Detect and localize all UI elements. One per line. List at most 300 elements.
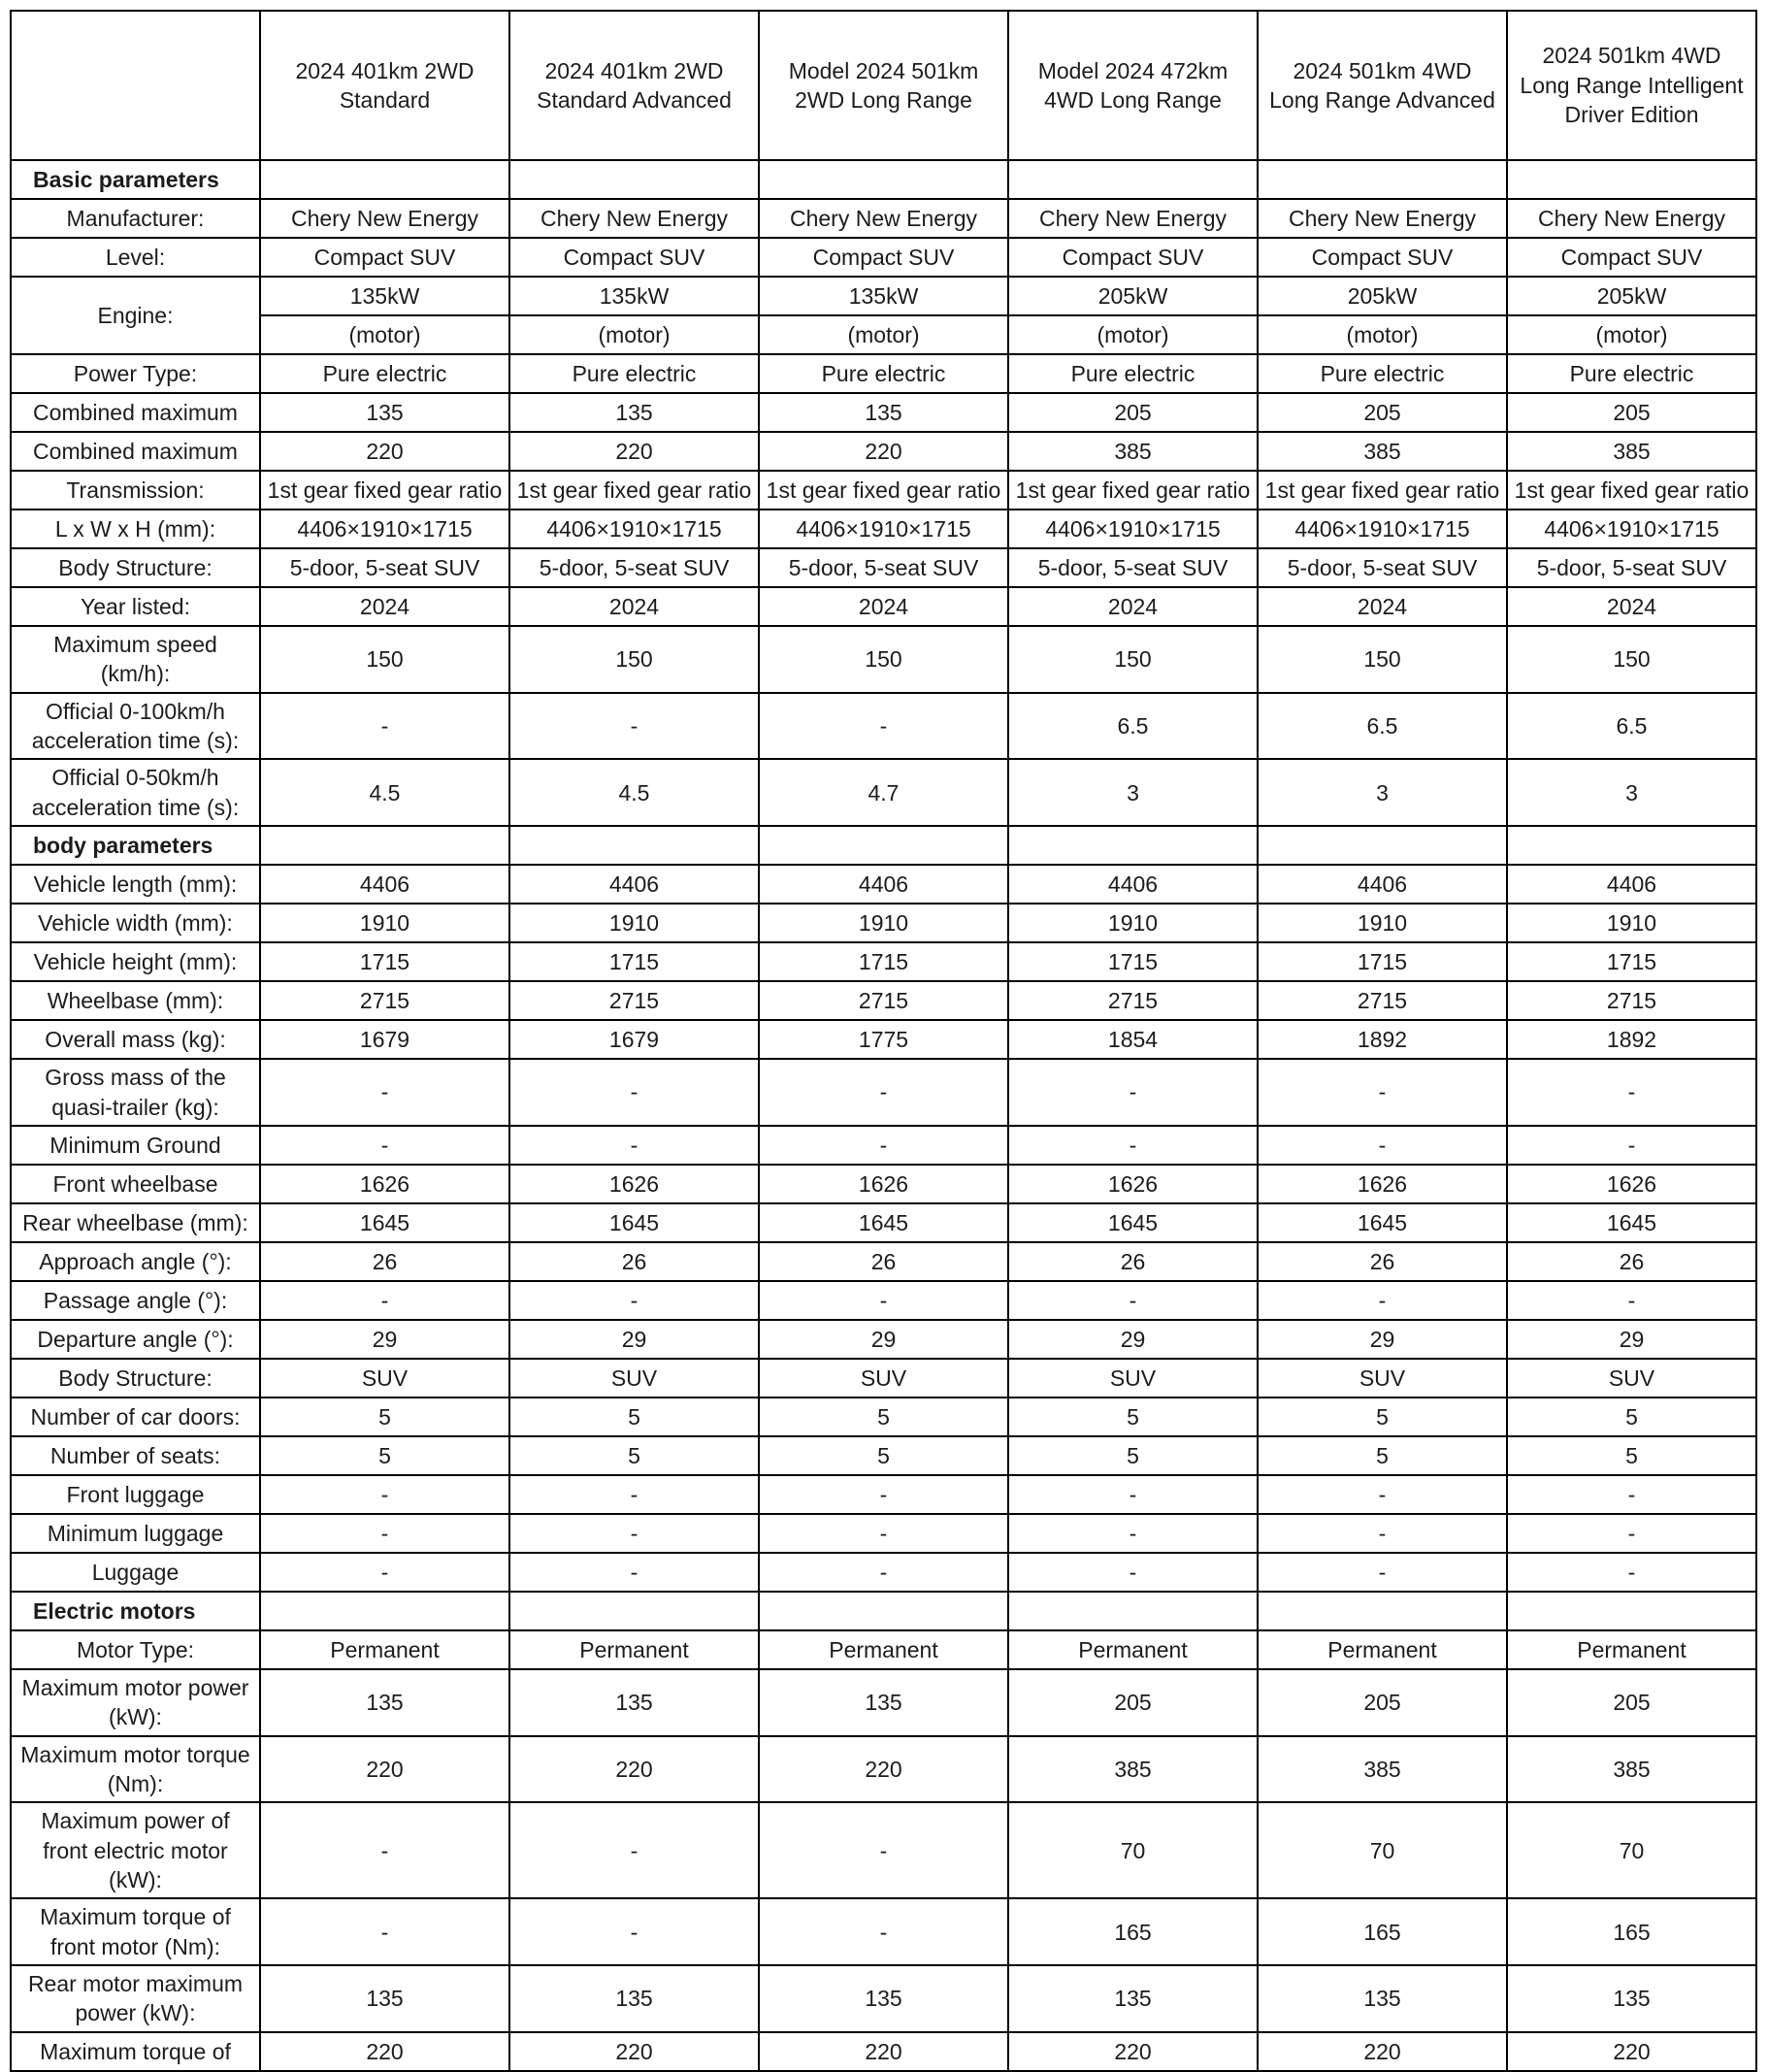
spec-cell: 1715	[1258, 942, 1507, 981]
section-label: Basic parameters	[11, 160, 260, 199]
spec-cell: 26	[260, 1242, 509, 1281]
spec-cell: 205kW	[1258, 277, 1507, 315]
table-row	[11, 1203, 1756, 1242]
spec-cell: 2024	[1258, 587, 1507, 626]
row-label: Rear motor maximum power (kW):	[11, 1965, 260, 2032]
spec-cell: Chery New Energy	[1258, 199, 1507, 238]
spec-cell: -	[1008, 1553, 1258, 1592]
spec-cell: 1715	[1507, 942, 1756, 981]
column-header: Model 2024 501km 2WD Long Range	[759, 11, 1008, 160]
row-label: Departure angle (°):	[11, 1320, 260, 1359]
row-label: Power Type:	[11, 354, 260, 393]
table-row	[11, 865, 1756, 904]
spec-cell: -	[260, 1802, 509, 1898]
spec-cell: 1st gear fixed gear ratio	[759, 471, 1008, 510]
spec-cell: 220	[509, 1736, 759, 1803]
table-row	[11, 1281, 1756, 1320]
spec-cell: 205	[1008, 393, 1258, 432]
spec-cell: 3	[1258, 759, 1507, 826]
spec-cell: 29	[509, 1320, 759, 1359]
spec-cell: 5	[1008, 1436, 1258, 1475]
spec-cell: 1645	[1008, 1203, 1258, 1242]
spec-cell: SUV	[509, 1359, 759, 1398]
spec-cell: 70	[1258, 1802, 1507, 1898]
spec-cell: 3	[1507, 759, 1756, 826]
spec-cell: 5	[1507, 1398, 1756, 1436]
table-row	[11, 1059, 1756, 1126]
table-row	[11, 1669, 1756, 1736]
spec-cell: 220	[509, 432, 759, 471]
row-label: Gross mass of the quasi-trailer (kg):	[11, 1059, 260, 1126]
table-row	[11, 759, 1756, 826]
row-label: Body Structure:	[11, 1359, 260, 1398]
spec-cell: 1910	[759, 904, 1008, 942]
spec-cell: Pure electric	[759, 354, 1008, 393]
spec-cell: SUV	[1008, 1359, 1258, 1398]
spec-cell: 1645	[759, 1203, 1008, 1242]
spec-cell: -	[759, 1281, 1008, 1320]
spec-cell: SUV	[1258, 1359, 1507, 1398]
spec-cell: -	[759, 1126, 1008, 1165]
spec-cell: -	[759, 1514, 1008, 1553]
section-label: body parameters	[11, 826, 260, 865]
spec-cell: -	[759, 693, 1008, 760]
spec-cell: -	[1507, 1059, 1756, 1126]
spec-cell: 70	[1008, 1802, 1258, 1898]
spec-cell: -	[1008, 1514, 1258, 1553]
spec-cell: 26	[509, 1242, 759, 1281]
row-label: Maximum torque of	[11, 2032, 260, 2071]
spec-cell: 5	[260, 1436, 509, 1475]
spec-cell: -	[1008, 1475, 1258, 1514]
spec-cell: Compact SUV	[260, 238, 509, 277]
spec-cell: 5	[1507, 1436, 1756, 1475]
spec-cell: 5	[509, 1436, 759, 1475]
spec-cell: -	[1258, 1475, 1507, 1514]
table-row	[11, 1359, 1756, 1398]
row-label: Motor Type:	[11, 1630, 260, 1669]
empty-cell	[509, 826, 759, 865]
table-row	[11, 1736, 1756, 1803]
spec-cell: -	[759, 1059, 1008, 1126]
spec-cell: 2715	[1507, 981, 1756, 1020]
spec-cell: 1645	[260, 1203, 509, 1242]
spec-cell: 220	[260, 2032, 509, 2071]
spec-cell: Compact SUV	[1258, 238, 1507, 277]
table-row	[11, 1242, 1756, 1281]
spec-cell: 1st gear fixed gear ratio	[1258, 471, 1507, 510]
table-row	[11, 904, 1756, 942]
spec-cell: Permanent	[1008, 1630, 1258, 1669]
spec-cell: 150	[1507, 626, 1756, 693]
spec-cell: -	[1258, 1126, 1507, 1165]
spec-cell: (motor)	[759, 315, 1008, 354]
spec-cell: Chery New Energy	[1008, 199, 1258, 238]
empty-cell	[1008, 1592, 1258, 1630]
spec-cell: -	[1507, 1281, 1756, 1320]
table-row	[11, 1802, 1756, 1898]
spec-cell: 29	[1507, 1320, 1756, 1359]
spec-cell: -	[509, 1898, 759, 1965]
table-row	[11, 315, 1756, 354]
spec-cell: 1910	[1507, 904, 1756, 942]
spec-cell: 5	[759, 1436, 1008, 1475]
spec-cell: 1715	[509, 942, 759, 981]
column-header: 2024 401km 2WD Standard	[260, 11, 509, 160]
spec-cell: 205kW	[1008, 277, 1258, 315]
spec-cell: 220	[1507, 2032, 1756, 2071]
spec-cell: 1626	[509, 1165, 759, 1203]
spec-cell: -	[1008, 1059, 1258, 1126]
spec-cell: -	[260, 1126, 509, 1165]
spec-cell: 220	[1008, 2032, 1258, 2071]
spec-cell: SUV	[1507, 1359, 1756, 1398]
spec-cell: 1679	[260, 1020, 509, 1059]
spec-cell: 150	[260, 626, 509, 693]
spec-cell: 205kW	[1507, 277, 1756, 315]
spec-cell: 4406×1910×1715	[260, 510, 509, 548]
row-label: Minimum luggage	[11, 1514, 260, 1553]
table-row	[11, 1398, 1756, 1436]
spec-cell: -	[1008, 1126, 1258, 1165]
spec-cell: 2715	[759, 981, 1008, 1020]
empty-cell	[759, 826, 1008, 865]
column-header: 2024 401km 2WD Standard Advanced	[509, 11, 759, 160]
column-header: 2024 501km 4WD Long Range Advanced	[1258, 11, 1507, 160]
spec-cell: 1715	[1008, 942, 1258, 981]
spec-cell: 2715	[1258, 981, 1507, 1020]
spec-cell: -	[509, 1514, 759, 1553]
spec-cell: (motor)	[1507, 315, 1756, 354]
spec-cell: 29	[759, 1320, 1008, 1359]
spec-cell: 3	[1008, 759, 1258, 826]
column-header: 2024 501km 4WD Long Range Intelligent Driver Edition	[1507, 11, 1756, 160]
spec-cell: -	[1258, 1281, 1507, 1320]
spec-cell: -	[260, 1281, 509, 1320]
spec-cell: 385	[1008, 432, 1258, 471]
spec-cell: 135	[509, 1965, 759, 2032]
row-label: Front wheelbase	[11, 1165, 260, 1203]
spec-cell: 4.5	[260, 759, 509, 826]
spec-cell: 1626	[759, 1165, 1008, 1203]
spec-cell: 385	[1008, 1736, 1258, 1803]
spec-cell: Pure electric	[260, 354, 509, 393]
spec-cell: 135	[1507, 1965, 1756, 2032]
spec-cell: 1775	[759, 1020, 1008, 1059]
spec-cell: -	[260, 1475, 509, 1514]
spec-cell: 26	[1008, 1242, 1258, 1281]
row-label: Passage angle (°):	[11, 1281, 260, 1320]
row-label: Rear wheelbase (mm):	[11, 1203, 260, 1242]
spec-cell: -	[260, 1514, 509, 1553]
spec-cell: 26	[759, 1242, 1008, 1281]
table-row	[11, 1126, 1756, 1165]
spec-cell: 1892	[1507, 1020, 1756, 1059]
row-label: Official 0-100km/h acceleration time (s):	[11, 693, 260, 760]
row-label: Approach angle (°):	[11, 1242, 260, 1281]
spec-cell: 205	[1008, 1669, 1258, 1736]
spec-cell: 220	[509, 2032, 759, 2071]
spec-cell: 29	[1258, 1320, 1507, 1359]
spec-cell: 135kW	[509, 277, 759, 315]
section-row	[11, 826, 1756, 865]
spec-cell: 1910	[1008, 904, 1258, 942]
spec-cell: 29	[1008, 1320, 1258, 1359]
table-row	[11, 2032, 1756, 2071]
table-row	[11, 693, 1756, 760]
spec-cell: Permanent	[1258, 1630, 1507, 1669]
spec-cell: -	[260, 1553, 509, 1592]
spec-cell: -	[1507, 1514, 1756, 1553]
spec-cell: 26	[1258, 1242, 1507, 1281]
spec-cell: 5	[509, 1398, 759, 1436]
spec-cell: 1st gear fixed gear ratio	[260, 471, 509, 510]
spec-cell: 135kW	[260, 277, 509, 315]
spec-cell: Chery New Energy	[1507, 199, 1756, 238]
spec-cell: -	[260, 1059, 509, 1126]
spec-cell: 220	[759, 1736, 1008, 1803]
spec-cell: 2715	[260, 981, 509, 1020]
section-row	[11, 160, 1756, 199]
row-label: Maximum torque of front motor (Nm):	[11, 1898, 260, 1965]
spec-cell: 4406	[1008, 865, 1258, 904]
spec-cell: 385	[1507, 432, 1756, 471]
spec-cell: 385	[1258, 1736, 1507, 1803]
spec-cell: 6.5	[1507, 693, 1756, 760]
table-row	[11, 981, 1756, 1020]
spec-cell: 1626	[1008, 1165, 1258, 1203]
spec-cell: 2024	[260, 587, 509, 626]
empty-cell	[1008, 826, 1258, 865]
table-row	[11, 354, 1756, 393]
spec-cell: 205	[1258, 1669, 1507, 1736]
spec-cell: Permanent	[509, 1630, 759, 1669]
spec-cell: (motor)	[1008, 315, 1258, 354]
spec-cell: 4406	[1258, 865, 1507, 904]
spec-cell: 165	[1008, 1898, 1258, 1965]
spec-cell: 5-door, 5-seat SUV	[509, 548, 759, 587]
spec-cell: Chery New Energy	[509, 199, 759, 238]
spec-cell: -	[759, 1898, 1008, 1965]
spec-cell: 70	[1507, 1802, 1756, 1898]
column-header: Model 2024 472km 4WD Long Range	[1008, 11, 1258, 160]
spec-cell: (motor)	[1258, 315, 1507, 354]
spec-cell: Permanent	[759, 1630, 1008, 1669]
spec-cell: 1645	[1258, 1203, 1507, 1242]
spec-cell: 1626	[260, 1165, 509, 1203]
row-label: Maximum motor torque (Nm):	[11, 1736, 260, 1803]
row-label: L x W x H (mm):	[11, 510, 260, 548]
empty-cell	[1008, 160, 1258, 199]
spec-cell: -	[509, 1553, 759, 1592]
spec-cell: 2024	[759, 587, 1008, 626]
spec-cell: 150	[759, 626, 1008, 693]
spec-cell: -	[759, 1802, 1008, 1898]
spec-cell: -	[1507, 1475, 1756, 1514]
spec-cell: 4406×1910×1715	[509, 510, 759, 548]
table-row	[11, 277, 1756, 315]
spec-cell: -	[1258, 1059, 1507, 1126]
spec-cell: 5	[1258, 1398, 1507, 1436]
spec-cell: 6.5	[1258, 693, 1507, 760]
spec-cell: 1626	[1507, 1165, 1756, 1203]
spec-cell: 385	[1258, 432, 1507, 471]
table-row	[11, 1320, 1756, 1359]
table-row	[11, 587, 1756, 626]
spec-cell: 2715	[509, 981, 759, 1020]
spec-cell: 1892	[1258, 1020, 1507, 1059]
spec-cell: 135	[759, 1669, 1008, 1736]
row-label: Official 0-50km/h acceleration time (s):	[11, 759, 260, 826]
row-label: Maximum power of front electric motor (kW):	[11, 1802, 260, 1898]
spec-cell: -	[509, 1126, 759, 1165]
table-row	[11, 1514, 1756, 1553]
spec-cell: Pure electric	[1258, 354, 1507, 393]
empty-cell	[759, 160, 1008, 199]
spec-cell: -	[759, 1475, 1008, 1514]
table-row	[11, 432, 1756, 471]
table-row	[11, 393, 1756, 432]
empty-cell	[1507, 1592, 1756, 1630]
spec-cell: Pure electric	[509, 354, 759, 393]
spec-cell: -	[509, 693, 759, 760]
table-row	[11, 510, 1756, 548]
table-row	[11, 1020, 1756, 1059]
spec-cell: (motor)	[509, 315, 759, 354]
table-row	[11, 238, 1756, 277]
spec-cell: 5	[759, 1398, 1008, 1436]
empty-cell	[509, 1592, 759, 1630]
row-label: Vehicle height (mm):	[11, 942, 260, 981]
spec-cell: -	[1258, 1514, 1507, 1553]
spec-cell: 1715	[260, 942, 509, 981]
spec-cell: 5	[1008, 1398, 1258, 1436]
empty-cell	[260, 160, 509, 199]
spec-cell: -	[509, 1475, 759, 1514]
spec-cell: 2024	[509, 587, 759, 626]
row-label: Vehicle length (mm):	[11, 865, 260, 904]
table-row	[11, 1630, 1756, 1669]
spec-cell: 6.5	[1008, 693, 1258, 760]
spec-cell: 220	[759, 2032, 1008, 2071]
spec-cell: Compact SUV	[759, 238, 1008, 277]
spec-cell: 1626	[1258, 1165, 1507, 1203]
spec-cell: 385	[1507, 1736, 1756, 1803]
row-label: Year listed:	[11, 587, 260, 626]
spec-cell: Compact SUV	[1008, 238, 1258, 277]
spec-cell: -	[260, 1898, 509, 1965]
spec-cell: -	[759, 1553, 1008, 1592]
spec-cell: -	[1507, 1126, 1756, 1165]
spec-cell: 4406×1910×1715	[1258, 510, 1507, 548]
spec-cell: -	[509, 1802, 759, 1898]
row-label: Combined maximum	[11, 432, 260, 471]
spec-cell: 5-door, 5-seat SUV	[1258, 548, 1507, 587]
spec-cell: 220	[260, 432, 509, 471]
row-label: Front luggage	[11, 1475, 260, 1514]
spec-cell: 4406×1910×1715	[1507, 510, 1756, 548]
spec-cell: 1st gear fixed gear ratio	[1008, 471, 1258, 510]
spec-cell: Compact SUV	[1507, 238, 1756, 277]
spec-cell: 135	[759, 393, 1008, 432]
spec-cell: 1910	[260, 904, 509, 942]
spec-cell: Compact SUV	[509, 238, 759, 277]
spec-cell: Chery New Energy	[260, 199, 509, 238]
spec-cell: 1st gear fixed gear ratio	[509, 471, 759, 510]
spec-cell: 220	[260, 1736, 509, 1803]
row-label: Engine:	[11, 277, 260, 354]
row-label: Transmission:	[11, 471, 260, 510]
spec-cell: 205	[1507, 393, 1756, 432]
spec-cell: 4406	[509, 865, 759, 904]
spec-cell: 1st gear fixed gear ratio	[1507, 471, 1756, 510]
table-row	[11, 1475, 1756, 1514]
spec-cell: 4406	[260, 865, 509, 904]
empty-cell	[1507, 160, 1756, 199]
spec-cell: Permanent	[260, 1630, 509, 1669]
spec-table-body	[11, 160, 1756, 2071]
spec-cell: 135	[260, 1669, 509, 1736]
spec-cell: 5-door, 5-seat SUV	[759, 548, 1008, 587]
spec-cell: 1645	[1507, 1203, 1756, 1242]
spec-cell: 5-door, 5-seat SUV	[1008, 548, 1258, 587]
row-label: Number of car doors:	[11, 1398, 260, 1436]
table-row	[11, 1965, 1756, 2032]
spec-cell: 4.5	[509, 759, 759, 826]
spec-cell: Pure electric	[1507, 354, 1756, 393]
spec-cell: -	[1008, 1281, 1258, 1320]
spec-cell: 1910	[1258, 904, 1507, 942]
spec-cell: Permanent	[1507, 1630, 1756, 1669]
spec-cell: 1854	[1008, 1020, 1258, 1059]
table-row	[11, 1165, 1756, 1203]
row-label: Wheelbase (mm):	[11, 981, 260, 1020]
table-row	[11, 1898, 1756, 1965]
row-label: Luggage	[11, 1553, 260, 1592]
spec-table-header	[11, 11, 1756, 160]
spec-cell: -	[509, 1059, 759, 1126]
spec-cell: 135	[260, 393, 509, 432]
spec-cell: SUV	[759, 1359, 1008, 1398]
spec-cell: 1679	[509, 1020, 759, 1059]
empty-cell	[1507, 826, 1756, 865]
row-label: Manufacturer:	[11, 199, 260, 238]
spec-cell: 165	[1507, 1898, 1756, 1965]
spec-cell: 220	[759, 432, 1008, 471]
spec-cell: 5-door, 5-seat SUV	[1507, 548, 1756, 587]
spec-cell: 150	[1258, 626, 1507, 693]
row-label: Number of seats:	[11, 1436, 260, 1475]
table-row	[11, 471, 1756, 510]
row-label: Maximum speed (km/h):	[11, 626, 260, 693]
spec-cell: 2024	[1507, 587, 1756, 626]
spec-cell: 4406	[1507, 865, 1756, 904]
empty-cell	[759, 1592, 1008, 1630]
table-row	[11, 942, 1756, 981]
spec-cell: 1715	[759, 942, 1008, 981]
empty-cell	[1258, 160, 1507, 199]
spec-cell: 4406×1910×1715	[1008, 510, 1258, 548]
spec-cell: 135	[759, 1965, 1008, 2032]
spec-cell: 1910	[509, 904, 759, 942]
table-row	[11, 1553, 1756, 1592]
spec-cell: -	[509, 1281, 759, 1320]
spec-cell: SUV	[260, 1359, 509, 1398]
row-label: Combined maximum	[11, 393, 260, 432]
spec-cell: 29	[260, 1320, 509, 1359]
spec-cell: 135	[1008, 1965, 1258, 2032]
spec-cell: 150	[509, 626, 759, 693]
